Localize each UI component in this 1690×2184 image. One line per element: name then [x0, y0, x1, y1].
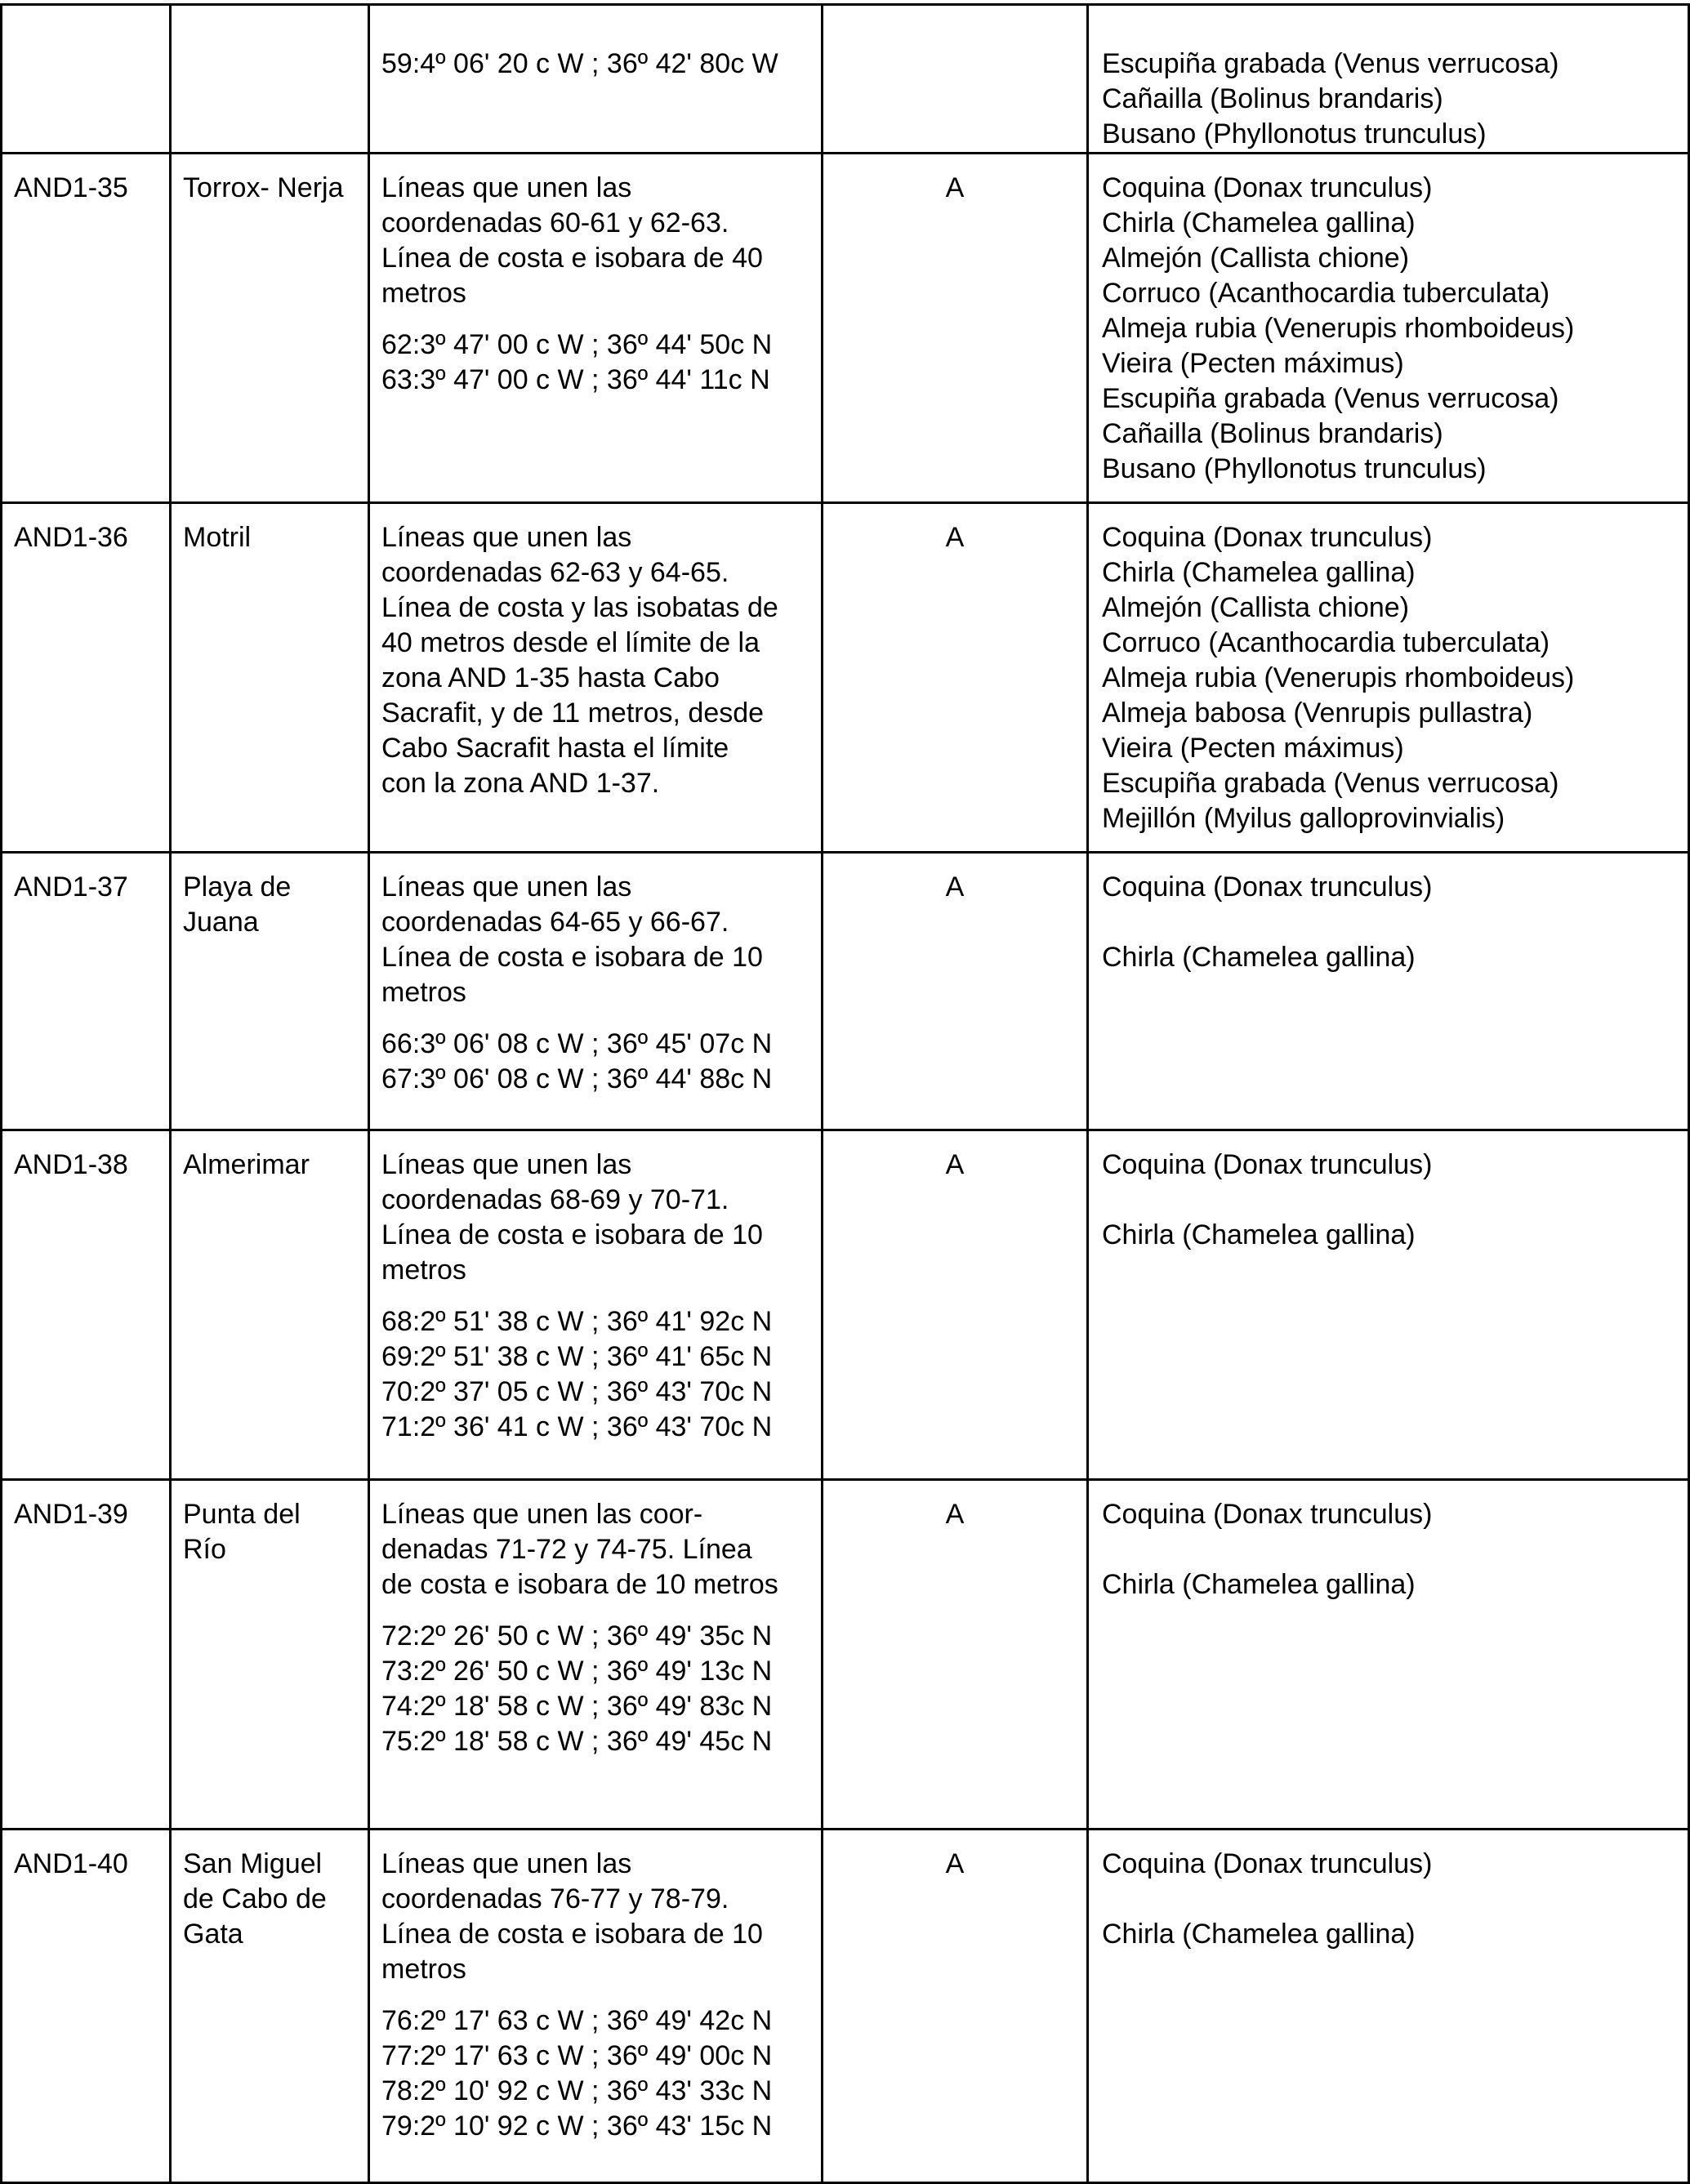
- species-line: Almeja rubia (Venerupis rhomboideus): [1102, 662, 1575, 693]
- zone-name-line: Torrox- Nerja: [183, 172, 344, 203]
- limits-text-line: metros: [381, 1255, 466, 1286]
- zone-code-cell: [2, 1830, 171, 2183]
- limits-text-line: coordenadas 64-65 y 66-67.: [381, 907, 729, 938]
- coordinate-line: 78:2º 10' 92 c W ; 36º 43' 33c N: [381, 2075, 773, 2106]
- zone-code-cell: [2, 5, 171, 154]
- species-cell: [1088, 1830, 1689, 2183]
- coordinate-line: 68:2º 51' 38 c W ; 36º 41' 92c N: [381, 1306, 773, 1337]
- coordinate-line: 77:2º 17' 63 c W ; 36º 49' 00c N: [381, 2040, 773, 2071]
- coordinate-line: 79:2º 10' 92 c W ; 36º 43' 15c N: [381, 2110, 773, 2142]
- coordinate-line: 74:2º 18' 58 c W ; 36º 49' 83c N: [381, 1691, 773, 1722]
- status-cell: [823, 1130, 1088, 1480]
- zone-code: AND1-40: [14, 1848, 128, 1879]
- status-value: A: [945, 1499, 965, 1530]
- limits-text-line: de costa e isobara de 10 metros: [381, 1569, 778, 1600]
- limits-text-line: Línea de costa e isobara de 10: [381, 1919, 763, 1950]
- status-cell: [823, 154, 1088, 503]
- table-row: [2, 1130, 1689, 1480]
- limits-text-line: 40 metros desde el límite de la: [381, 627, 760, 658]
- zone-code-cell: [2, 154, 171, 503]
- fishing-zones-table: [0, 3, 1690, 2184]
- limits-text-line: Líneas que unen las: [381, 522, 632, 553]
- zone-name-line: Playa de: [183, 871, 292, 903]
- status-cell: [823, 1830, 1088, 2183]
- zone-code: AND1-35: [14, 172, 128, 203]
- zone-name-cell: [171, 853, 369, 1130]
- zone-code: AND1-36: [14, 522, 128, 553]
- coordinate-line: 75:2º 18' 58 c W ; 36º 49' 45c N: [381, 1726, 773, 1757]
- zone-code: AND1-38: [14, 1149, 128, 1180]
- status-cell: [823, 503, 1088, 853]
- species-cell: [1088, 1130, 1689, 1480]
- species-line: Busano (Phyllonotus trunculus): [1102, 453, 1487, 484]
- limits-text-line: coordenadas 60-61 y 62-63.: [381, 207, 729, 238]
- limits-text-line: Líneas que unen las coor-: [381, 1499, 703, 1530]
- species-line: Vieira (Pecten máximus): [1102, 348, 1404, 379]
- limits-text-line: Líneas que unen las: [381, 1149, 632, 1180]
- species-line: Coquina (Donax trunculus): [1102, 172, 1433, 203]
- status-value: A: [945, 871, 965, 903]
- table-row: [2, 853, 1689, 1130]
- zone-code-cell: [2, 1480, 171, 1830]
- coordinate-line: 67:3º 06' 08 c W ; 36º 44' 88c N: [381, 1063, 773, 1094]
- limits-text-line: metros: [381, 977, 466, 1008]
- species-line: Almejón (Callista chione): [1102, 243, 1410, 274]
- species-line: [1102, 1532, 1679, 1567]
- species-line: Cañailla (Bolinus brandaris): [1102, 83, 1443, 114]
- status-value: A: [945, 172, 965, 203]
- zone-limits-cell: [369, 5, 823, 154]
- zone-name-line: Gata: [183, 1919, 243, 1950]
- limits-text-line: coordenadas 62-63 y 64-65.: [381, 557, 729, 588]
- limits-text-line: coordenadas 76-77 y 78-79.: [381, 1883, 729, 1914]
- zone-code: AND1-39: [14, 1499, 128, 1530]
- zone-limits-cell: [369, 503, 823, 853]
- species-line: [1102, 1882, 1679, 1917]
- species-line: Chirla (Chamelea gallina): [1102, 207, 1416, 238]
- species-line: Chirla (Chamelea gallina): [1102, 557, 1416, 588]
- coordinate-line: 76:2º 17' 63 c W ; 36º 49' 42c N: [381, 2005, 773, 2036]
- table-row: [2, 154, 1689, 503]
- species-line: Busano (Phyllonotus trunculus): [1102, 118, 1487, 149]
- species-line: Coquina (Donax trunculus): [1102, 1499, 1433, 1530]
- zone-name-cell: [171, 1830, 369, 2183]
- zone-name-line: Punta del: [183, 1499, 301, 1530]
- limits-text-line: Cabo Sacrafit hasta el límite: [381, 733, 729, 764]
- zone-name-cell: [171, 503, 369, 853]
- table-body: [2, 5, 1689, 2183]
- status-value: A: [945, 1848, 965, 1879]
- spacer: [381, 1602, 813, 1619]
- species-line: Corruco (Acanthocardia tuberculata): [1102, 278, 1550, 309]
- zone-code-cell: [2, 1130, 171, 1480]
- zone-limits-cell: [369, 1130, 823, 1480]
- species-line: Escupiña grabada (Venus verrucosa): [1102, 48, 1559, 79]
- limits-text-line: Líneas que unen las: [381, 172, 632, 203]
- status-cell: [823, 853, 1088, 1130]
- table-row: [2, 503, 1689, 853]
- species-line: Vieira (Pecten máximus): [1102, 733, 1404, 764]
- limits-text-line: con la zona AND 1-37.: [381, 768, 660, 799]
- species-line: Cañailla (Bolinus brandaris): [1102, 418, 1443, 449]
- status-value: A: [945, 522, 965, 553]
- status-value: A: [945, 1149, 965, 1180]
- status-cell: [823, 1480, 1088, 1830]
- zone-limits-cell: [369, 1480, 823, 1830]
- coordinate-line: 63:3º 47' 00 c W ; 36º 44' 11c N: [381, 364, 770, 395]
- limits-text-line: metros: [381, 1954, 466, 1985]
- zone-name-line: Motril: [183, 522, 252, 553]
- coordinate-line: 71:2º 36' 41 c W ; 36º 43' 70c N: [381, 1411, 773, 1442]
- coordinate-line: 66:3º 06' 08 c W ; 36º 45' 07c N: [381, 1028, 773, 1059]
- zone-name-line: de Cabo de: [183, 1883, 327, 1914]
- species-line: Corruco (Acanthocardia tuberculata): [1102, 627, 1550, 658]
- species-line: Coquina (Donax trunculus): [1102, 1848, 1433, 1879]
- zone-name-line: Río: [183, 1534, 226, 1565]
- limits-text-line: zona AND 1-35 hasta Cabo: [381, 662, 720, 693]
- species-line: Escupiña grabada (Venus verrucosa): [1102, 383, 1559, 414]
- species-line: Almeja babosa (Venrupis pullastra): [1102, 698, 1533, 729]
- species-line: Coquina (Donax trunculus): [1102, 1149, 1433, 1180]
- spacer: [381, 311, 813, 328]
- zone-name-cell: [171, 1130, 369, 1480]
- species-line: Almeja rubia (Venerupis rhomboideus): [1102, 313, 1575, 344]
- table-row: [2, 1480, 1689, 1830]
- species-cell: [1088, 1480, 1689, 1830]
- status-value: [823, 47, 1086, 82]
- zone-name-cell: [171, 1480, 369, 1830]
- limits-text-line: metros: [381, 278, 466, 309]
- spacer: [381, 1987, 813, 2003]
- species-cell: [1088, 154, 1689, 503]
- limits-text-line: denadas 71-72 y 74-75. Línea: [381, 1534, 752, 1565]
- zone-name-cell: [171, 5, 369, 154]
- limits-text-line: Línea de costa e isobara de 10: [381, 1219, 763, 1250]
- limits-text-line: Sacrafit, y de 11 metros, desde: [381, 698, 765, 729]
- limits-text-line: coordenadas 68-69 y 70-71.: [381, 1184, 729, 1215]
- zone-code: [14, 47, 161, 82]
- species-cell: [1088, 503, 1689, 853]
- limits-text-line: Líneas que unen las: [381, 1848, 632, 1879]
- spacer: [381, 1010, 813, 1027]
- table-row: [2, 1830, 1689, 2183]
- zone-name-line: Almerimar: [183, 1149, 310, 1180]
- coordinate-line: 69:2º 51' 38 c W ; 36º 41' 65c N: [381, 1341, 773, 1372]
- limits-text-line: Línea de costa y las isobatas de: [381, 592, 778, 623]
- coordinate-line: 72:2º 26' 50 c W ; 36º 49' 35c N: [381, 1620, 773, 1651]
- status-cell: [823, 5, 1088, 154]
- zone-code: AND1-37: [14, 871, 128, 903]
- species-line: Chirla (Chamelea gallina): [1102, 1219, 1416, 1250]
- species-cell: [1088, 5, 1689, 154]
- species-line: [1102, 1183, 1679, 1218]
- species-line: Chirla (Chamelea gallina): [1102, 1919, 1416, 1950]
- species-cell: [1088, 853, 1689, 1130]
- species-line: Chirla (Chamelea gallina): [1102, 942, 1416, 973]
- coordinate-line: 62:3º 47' 00 c W ; 36º 44' 50c N: [381, 329, 773, 360]
- coordinate-line: 70:2º 37' 05 c W ; 36º 43' 70c N: [381, 1376, 773, 1407]
- zone-limits-cell: [369, 853, 823, 1130]
- species-line: Almejón (Callista chione): [1102, 592, 1410, 623]
- coordinate-line: 59:4º 06' 20 c W ; 36º 42' 80c W: [381, 48, 778, 79]
- zone-name-line: Juana: [183, 907, 259, 938]
- species-line: Chirla (Chamelea gallina): [1102, 1569, 1416, 1600]
- species-line: [1102, 905, 1679, 940]
- zone-limits-cell: [369, 1830, 823, 2183]
- limits-text-line: Líneas que unen las: [381, 871, 632, 903]
- zone-name-line: San Miguel: [183, 1848, 323, 1879]
- zone-limits-cell: [369, 154, 823, 503]
- species-line: Mejillón (Myilus galloprovinvialis): [1102, 803, 1505, 834]
- table-row: [2, 5, 1689, 154]
- species-line: Coquina (Donax trunculus): [1102, 871, 1433, 903]
- coordinate-line: 73:2º 26' 50 c W ; 36º 49' 13c N: [381, 1656, 773, 1687]
- species-line: Coquina (Donax trunculus): [1102, 522, 1433, 553]
- limits-text-line: Línea de costa e isobara de 10: [381, 942, 763, 973]
- limits-text-line: Línea de costa e isobara de 40: [381, 243, 763, 274]
- zone-code-cell: [2, 503, 171, 853]
- zone-code-cell: [2, 853, 171, 1130]
- species-line: Escupiña grabada (Venus verrucosa): [1102, 768, 1559, 799]
- zone-name-cell: [171, 154, 369, 503]
- spacer: [381, 1288, 813, 1304]
